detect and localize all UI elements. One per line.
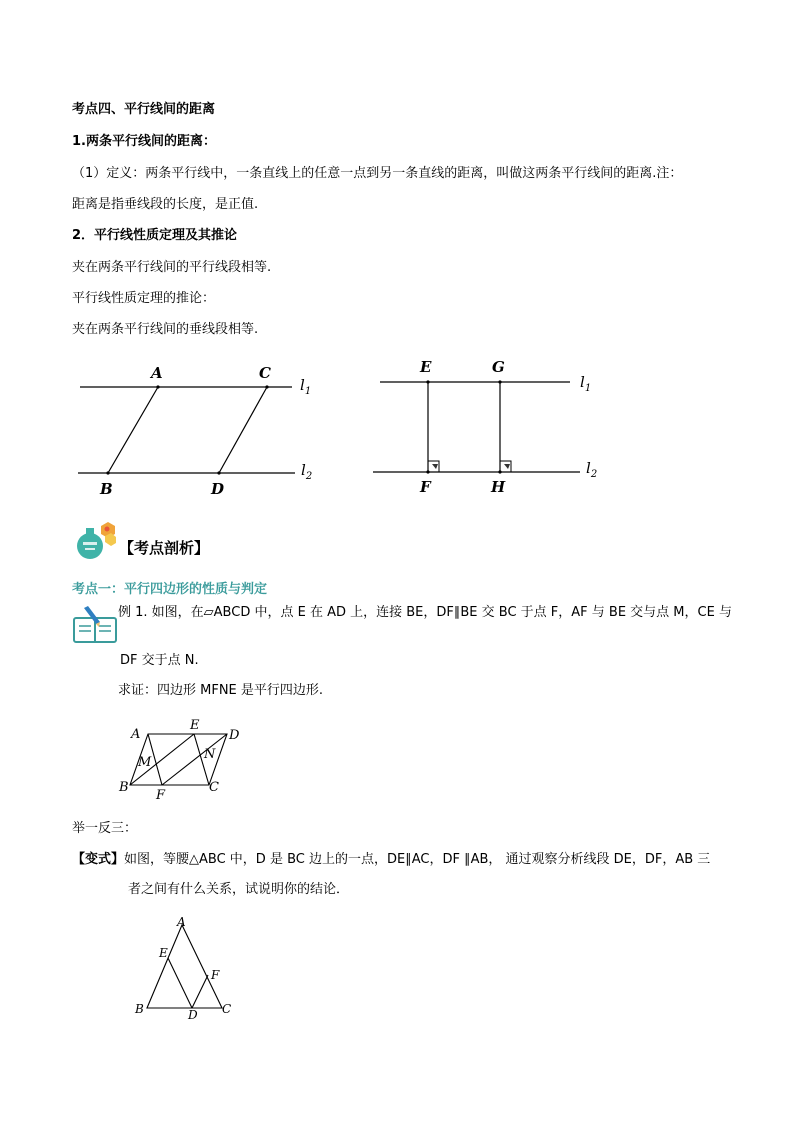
label-f: F [156, 788, 166, 803]
triangle-abc [147, 925, 222, 1008]
label-a: A [151, 364, 163, 382]
label-b: B [100, 480, 113, 498]
figure-isosceles-triangle [130, 912, 240, 1022]
figure-parallel-segments [70, 360, 330, 500]
corollary-title: 平行线性质定理的推论： [72, 291, 216, 306]
subsection-2-title: 2．平行线性质定理及其推论 [72, 228, 238, 243]
section-title: 考点四、平行线间的距离 [72, 102, 216, 117]
label-a: A [177, 915, 186, 929]
segment-df [162, 734, 227, 785]
label-c: C [209, 780, 219, 795]
prove-statement: 求证：四边形 MFNE 是平行四边形. [118, 683, 324, 698]
label-e: E [159, 946, 168, 960]
label-l1: $l_1$ [580, 373, 592, 394]
point-1-title: 考点一：平行四边形的性质与判定 [72, 582, 268, 597]
theorem-text: 夹在两条平行线间的平行线段相等. [72, 260, 272, 275]
variant-text: 如图，等腰△ABC 中，D 是 BC 边上的一点，DE∥AC，DF ∥AB， 通过观察分析线段 DE，DF，AB 三 [124, 852, 711, 867]
segment-ab [108, 387, 158, 473]
example-line-1 [118, 604, 732, 622]
label-b: B [119, 780, 129, 795]
figure-parallelogram [112, 715, 252, 805]
right-angle-mark-h [500, 461, 511, 472]
label-n: N [204, 747, 216, 762]
definition-line-1: （1）定义：两条平行线中，一条直线上的任意一点到另一条直线的距离，叫做这两条平行线间的距离.注： [72, 166, 683, 181]
label-l1: $l_1$ [300, 376, 312, 397]
figure-perpendicular-segments [370, 355, 610, 495]
label-d: D [229, 728, 240, 743]
label-c: C [222, 1002, 232, 1016]
variant-line-1 [72, 851, 710, 869]
example-text: . 如图，在▱ABCD 中，点 E 在 AD 上，连接 BE，DF∥BE 交 BC 于点 F，AF 与 BE 交与点 M，CE 与 [143, 605, 732, 620]
example-label: 例 1 [118, 605, 144, 620]
practice-title: 举一反三： [72, 821, 138, 836]
label-g: G [492, 358, 505, 376]
label-e: E [190, 718, 200, 733]
label-f: F [211, 968, 220, 982]
corollary-text: 夹在两条平行线间的垂线段相等. [72, 322, 259, 337]
label-c: C [259, 364, 271, 382]
label-l2: $l_2$ [586, 459, 598, 480]
label-a: A [131, 727, 141, 742]
analysis-heading: 【考点剖析】 [119, 539, 210, 557]
label-b: B [135, 1002, 144, 1016]
variant-line-2: 者之间有什么关系，试说明你的结论． [128, 882, 350, 897]
segment-cd [219, 387, 267, 473]
label-f: F [420, 478, 431, 496]
variant-label: 【变式】 [72, 852, 125, 867]
label-d: D [211, 480, 225, 498]
right-angle-mark-f [428, 461, 439, 472]
label-l2: $l_2$ [301, 461, 313, 482]
subsection-1-title: 1.两条平行线间的距离： [72, 134, 216, 149]
segment-df [192, 975, 208, 1008]
definition-line-2: 距离是指垂线段的长度，是正值. [72, 197, 259, 212]
book-pencil-icon [72, 606, 118, 644]
segment-de [168, 958, 192, 1008]
example-line-2: DF 交于点 N. [120, 653, 199, 668]
flask-icon [74, 520, 118, 560]
label-h: H [491, 478, 506, 496]
label-d: D [188, 1008, 198, 1022]
label-e: E [420, 358, 432, 376]
label-m: M [138, 755, 152, 770]
